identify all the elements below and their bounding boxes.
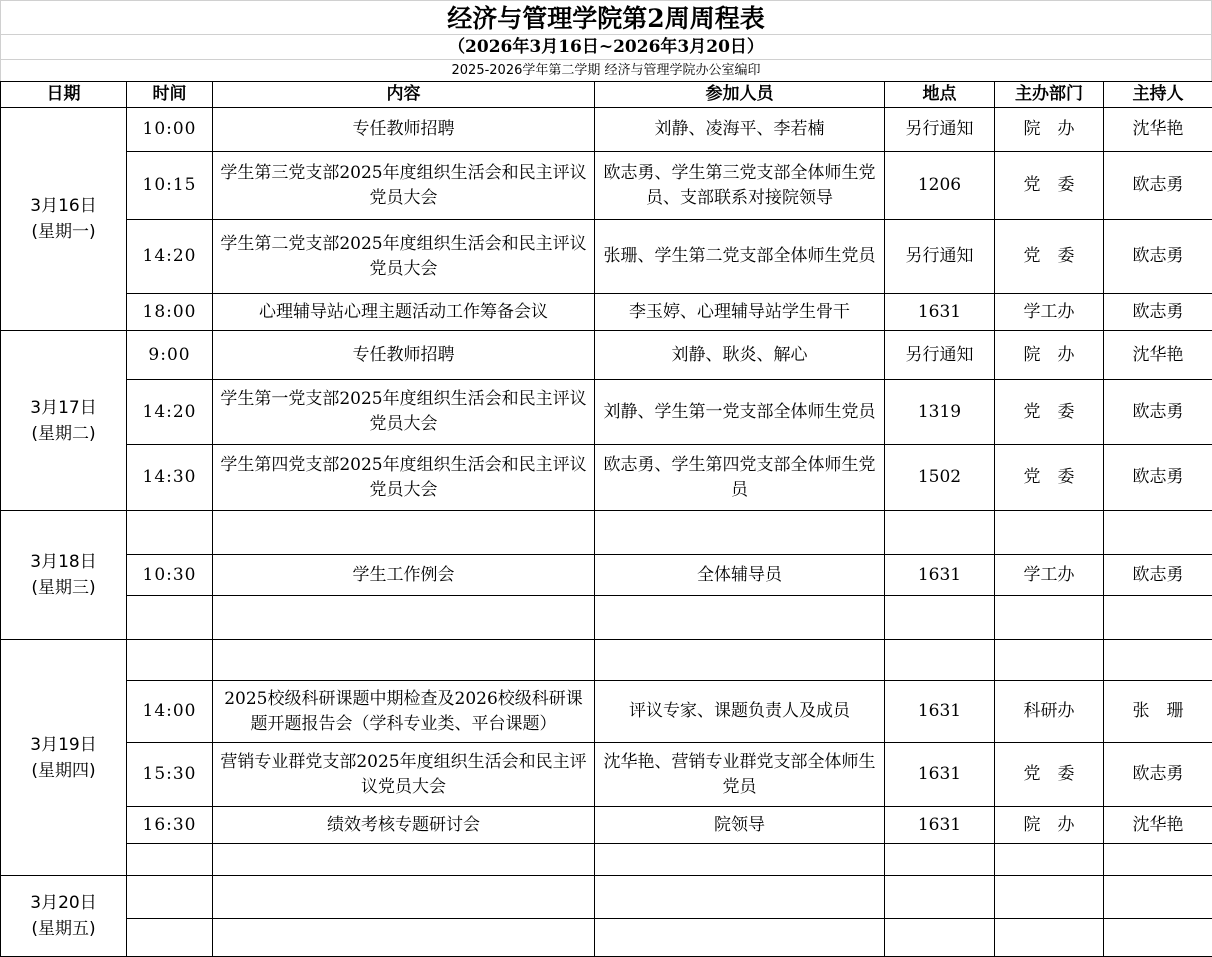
table-row [1, 596, 1212, 640]
table-row [1, 152, 1212, 220]
table-row [1, 511, 1212, 555]
cell-dept [995, 919, 1104, 957]
cell-attendees [595, 844, 885, 876]
table-row [1, 743, 1212, 807]
cell-attendees: 院领导 [595, 807, 885, 844]
cell-content [213, 919, 595, 957]
day-weekday: (星期一) [5, 219, 122, 245]
cell-place: 1631 [885, 555, 995, 596]
cell-place [885, 511, 995, 555]
cell-place [885, 596, 995, 640]
cell-host: 欧志勇 [1104, 743, 1212, 807]
cell-attendees: 全体辅导员 [595, 555, 885, 596]
cell-time [127, 511, 213, 555]
cell-attendees: 沈华艳、营销专业群党支部全体师生党员 [595, 743, 885, 807]
cell-host: 欧志勇 [1104, 220, 1212, 294]
cell-time: 18:00 [127, 294, 213, 331]
cell-attendees: 刘静、学生第一党支部全体师生党员 [595, 380, 885, 445]
table-row [1, 640, 1212, 681]
cell-dept: 院 办 [995, 108, 1104, 152]
schedule-table [0, 81, 1212, 957]
cell-content: 学生第二党支部2025年度组织生活会和民主评议党员大会 [213, 220, 595, 294]
compiler-note: 2025-2026学年第二学期 经济与管理学院办公室编印 [0, 60, 1212, 81]
table-row [1, 108, 1212, 152]
cell-place: 另行通知 [885, 331, 995, 380]
cell-place: 1502 [885, 445, 995, 511]
cell-place [885, 844, 995, 876]
cell-host: 欧志勇 [1104, 294, 1212, 331]
cell-content: 绩效考核专题研讨会 [213, 807, 595, 844]
page-title: 经济与管理学院第2周周程表 [0, 0, 1212, 35]
table-row [1, 294, 1212, 331]
table-row [1, 220, 1212, 294]
cell-place [885, 640, 995, 681]
schedule-body [1, 108, 1212, 957]
table-row [1, 919, 1212, 957]
cell-content [213, 596, 595, 640]
table-row [1, 681, 1212, 743]
day-date: 3月19日 [5, 732, 122, 758]
header-dept: 主办部门 [995, 82, 1104, 108]
cell-host: 张 珊 [1104, 681, 1212, 743]
cell-host: 沈华艳 [1104, 108, 1212, 152]
cell-host: 沈华艳 [1104, 807, 1212, 844]
cell-attendees: 欧志勇、学生第三党支部全体师生党员、支部联系对接院领导 [595, 152, 885, 220]
header-place: 地点 [885, 82, 995, 108]
cell-dept [995, 596, 1104, 640]
cell-dept: 党 委 [995, 380, 1104, 445]
cell-host [1104, 596, 1212, 640]
cell-dept: 党 委 [995, 220, 1104, 294]
header-host: 主持人 [1104, 82, 1212, 108]
cell-host: 欧志勇 [1104, 152, 1212, 220]
cell-content: 学生第一党支部2025年度组织生活会和民主评议党员大会 [213, 380, 595, 445]
cell-time: 14:20 [127, 380, 213, 445]
cell-dept [995, 844, 1104, 876]
cell-host: 欧志勇 [1104, 555, 1212, 596]
cell-dept: 党 委 [995, 743, 1104, 807]
table-row [1, 380, 1212, 445]
day-date: 3月18日 [5, 549, 122, 575]
cell-place [885, 919, 995, 957]
cell-attendees: 刘静、耿炎、解心 [595, 331, 885, 380]
cell-content: 心理辅导站心理主题活动工作筹备会议 [213, 294, 595, 331]
header-content: 内容 [213, 82, 595, 108]
cell-time [127, 640, 213, 681]
header-row [1, 82, 1212, 108]
cell-place: 1206 [885, 152, 995, 220]
cell-attendees: 张珊、学生第二党支部全体师生党员 [595, 220, 885, 294]
cell-time: 10:00 [127, 108, 213, 152]
cell-place: 1631 [885, 294, 995, 331]
cell-dept: 院 办 [995, 807, 1104, 844]
cell-attendees [595, 596, 885, 640]
cell-time [127, 876, 213, 919]
table-row [1, 555, 1212, 596]
cell-time [127, 919, 213, 957]
cell-host [1104, 640, 1212, 681]
cell-dept: 学工办 [995, 294, 1104, 331]
cell-content: 营销专业群党支部2025年度组织生活会和民主评议党员大会 [213, 743, 595, 807]
cell-content: 学生工作例会 [213, 555, 595, 596]
day-cell [1, 331, 127, 511]
cell-place: 另行通知 [885, 220, 995, 294]
day-weekday: (星期二) [5, 421, 122, 447]
cell-attendees [595, 876, 885, 919]
cell-host [1104, 844, 1212, 876]
cell-time: 15:30 [127, 743, 213, 807]
day-cell [1, 640, 127, 876]
cell-content [213, 640, 595, 681]
cell-time: 16:30 [127, 807, 213, 844]
day-weekday: (星期五) [5, 916, 122, 942]
cell-content [213, 511, 595, 555]
day-date: 3月17日 [5, 395, 122, 421]
cell-attendees [595, 640, 885, 681]
cell-place: 1631 [885, 743, 995, 807]
day-weekday: (星期四) [5, 758, 122, 784]
day-date: 3月20日 [5, 890, 122, 916]
cell-dept [995, 640, 1104, 681]
table-row [1, 445, 1212, 511]
cell-dept: 党 委 [995, 152, 1104, 220]
cell-time: 14:30 [127, 445, 213, 511]
day-cell [1, 108, 127, 331]
cell-place: 1631 [885, 807, 995, 844]
cell-time: 9:00 [127, 331, 213, 380]
cell-content: 专任教师招聘 [213, 331, 595, 380]
cell-time: 14:00 [127, 681, 213, 743]
cell-time: 14:20 [127, 220, 213, 294]
day-cell [1, 511, 127, 640]
cell-attendees: 欧志勇、学生第四党支部全体师生党员 [595, 445, 885, 511]
table-row [1, 331, 1212, 380]
table-row [1, 876, 1212, 919]
cell-place: 1631 [885, 681, 995, 743]
cell-time [127, 844, 213, 876]
cell-time [127, 596, 213, 640]
cell-dept: 院 办 [995, 331, 1104, 380]
header-attendees: 参加人员 [595, 82, 885, 108]
header-time: 时间 [127, 82, 213, 108]
day-weekday: (星期三) [5, 575, 122, 601]
cell-time: 10:30 [127, 555, 213, 596]
cell-host [1104, 876, 1212, 919]
day-date: 3月16日 [5, 193, 122, 219]
cell-attendees [595, 919, 885, 957]
cell-content [213, 844, 595, 876]
cell-place: 1319 [885, 380, 995, 445]
header-date: 日期 [1, 82, 127, 108]
day-cell [1, 876, 127, 957]
cell-attendees: 评议专家、课题负责人及成员 [595, 681, 885, 743]
cell-dept: 党 委 [995, 445, 1104, 511]
table-row [1, 807, 1212, 844]
cell-dept [995, 876, 1104, 919]
cell-host: 欧志勇 [1104, 380, 1212, 445]
cell-host [1104, 919, 1212, 957]
cell-host [1104, 511, 1212, 555]
cell-content: 2025校级科研课题中期检查及2026校级科研课题开题报告会（学科专业类、平台课题） [213, 681, 595, 743]
cell-content: 学生第三党支部2025年度组织生活会和民主评议党员大会 [213, 152, 595, 220]
cell-attendees: 李玉婷、心理辅导站学生骨干 [595, 294, 885, 331]
cell-content [213, 876, 595, 919]
cell-dept: 科研办 [995, 681, 1104, 743]
cell-place [885, 876, 995, 919]
cell-host: 欧志勇 [1104, 445, 1212, 511]
date-range: （2026年3月16日~2026年3月20日） [0, 35, 1212, 60]
cell-content: 专任教师招聘 [213, 108, 595, 152]
cell-host: 沈华艳 [1104, 331, 1212, 380]
cell-attendees [595, 511, 885, 555]
cell-place: 另行通知 [885, 108, 995, 152]
cell-dept [995, 511, 1104, 555]
cell-dept: 学工办 [995, 555, 1104, 596]
cell-time: 10:15 [127, 152, 213, 220]
cell-content: 学生第四党支部2025年度组织生活会和民主评议党员大会 [213, 445, 595, 511]
table-row [1, 844, 1212, 876]
cell-attendees: 刘静、凌海平、李若楠 [595, 108, 885, 152]
